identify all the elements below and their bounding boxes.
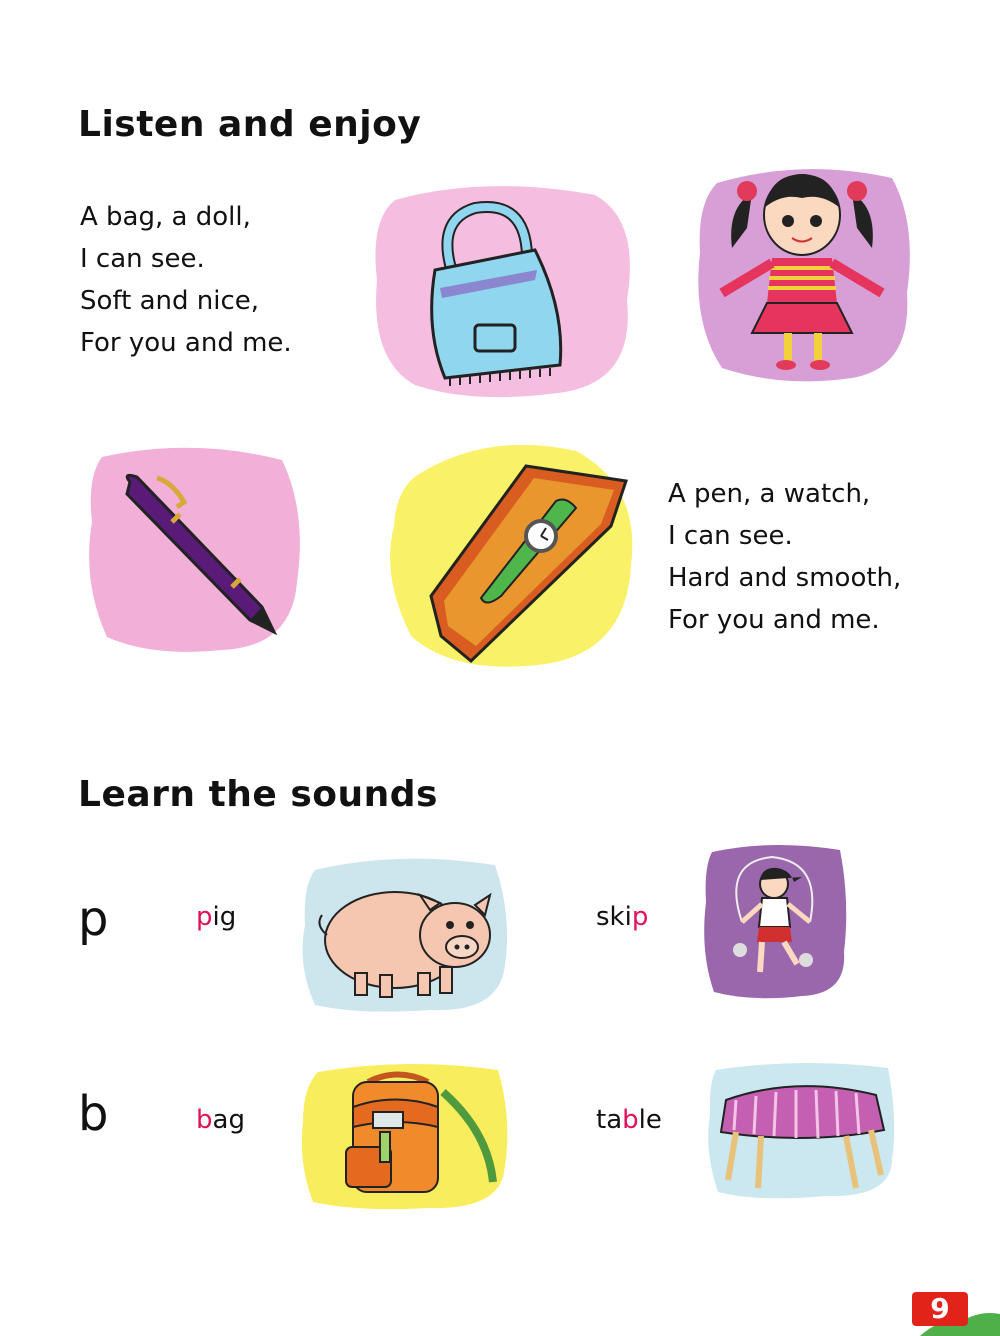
- word-before: ski: [596, 902, 632, 932]
- word-highlight: b: [196, 1105, 213, 1135]
- poem-line: Soft and nice,: [80, 286, 260, 316]
- word-highlight: b: [622, 1105, 639, 1135]
- poem-line: Hard and smooth,: [668, 563, 902, 593]
- section-heading-listen: Listen and enjoy: [78, 104, 422, 145]
- word-highlight: p: [196, 902, 213, 932]
- poem-line: I can see.: [668, 521, 793, 551]
- page-number-badge: [912, 1292, 968, 1326]
- sound-word-table: [596, 1105, 662, 1135]
- section-heading-sounds: Learn the sounds: [78, 774, 438, 815]
- skipping-girl-icon: [702, 842, 848, 1000]
- watch-icon: [386, 436, 642, 672]
- word-before: ta: [596, 1105, 623, 1135]
- page-number: 9: [930, 1292, 950, 1325]
- backpack-icon: [298, 1062, 510, 1210]
- pen-icon: [82, 442, 306, 654]
- doll-icon: [692, 163, 914, 385]
- poem-line: For you and me.: [668, 605, 880, 635]
- poem-line: A bag, a doll,: [80, 202, 251, 232]
- poem-line: I can see.: [80, 244, 205, 274]
- word-after: le: [638, 1105, 662, 1135]
- word-rest: ig: [212, 902, 237, 932]
- sound-word-bag: [196, 1105, 245, 1135]
- bag-icon: [365, 180, 640, 400]
- pig-icon: [300, 855, 508, 1013]
- poem-line: For you and me.: [80, 328, 292, 358]
- poem-line: A pen, a watch,: [668, 479, 871, 509]
- word-highlight: p: [631, 902, 649, 932]
- poem-stanza-2: [668, 473, 901, 641]
- poem-stanza-1: [80, 196, 292, 364]
- sound-letter-b: b: [78, 1086, 109, 1142]
- sound-word-pig: [196, 902, 236, 932]
- sound-letter-p: p: [78, 891, 109, 947]
- sound-word-skip: [596, 902, 648, 932]
- table-icon: [706, 1060, 896, 1200]
- word-rest: ag: [212, 1105, 245, 1135]
